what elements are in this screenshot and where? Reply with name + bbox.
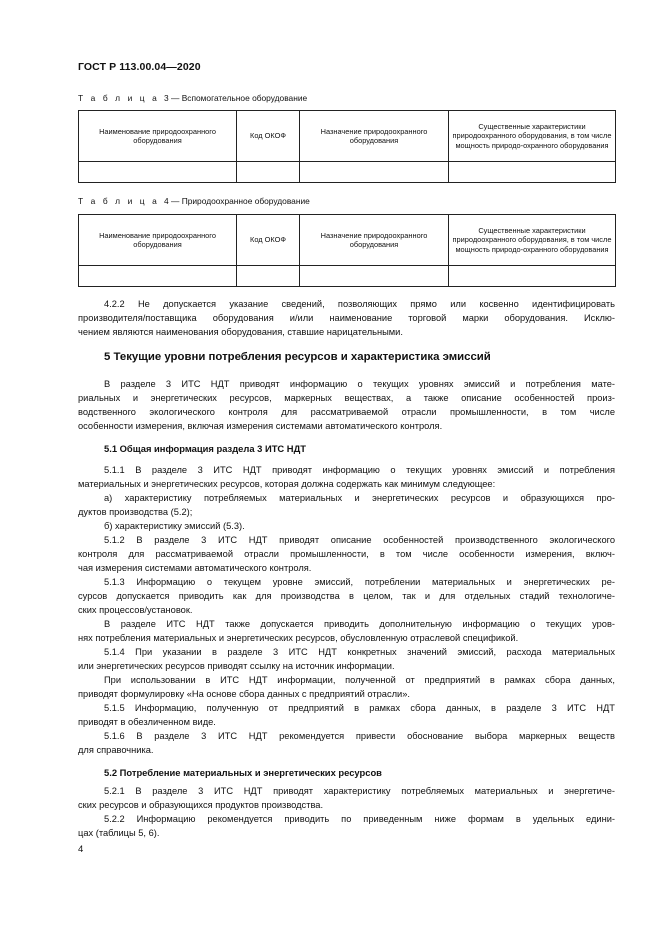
text-line: особенности измерения, включая измерения системами автоматического контроля.: [78, 421, 443, 431]
text-line: 5.1.3 Информацию о текущем уровне эмиссий, потреблении материальных и энергетических ре-: [104, 577, 615, 587]
text-line: 5.1.1 В разделе 3 ИТС НДТ приводят информацию о текущих уровнях эмиссий и потребления: [104, 465, 615, 475]
text-line: материальных и энергетических ресурсов, которая должна содержать как минимум следующее:: [78, 479, 496, 489]
text-line: или энергетических ресурсов приводят ссылку на источник информации.: [78, 661, 395, 671]
text-line: дуктов производства (5.2);: [78, 507, 193, 517]
text-line: чением являются наименования оборудования, ставшие нарицательными.: [78, 327, 403, 337]
section-5-2-title: 5.2 Потребление материальных и энергетических ресурсов: [104, 767, 382, 778]
text-line: производителя/поставщика оборудования и/или наименование торговой марки оборудования. Исклю-: [78, 313, 615, 323]
table3-caption: [78, 93, 307, 103]
table4-caption: [78, 196, 310, 206]
section-5-1-title: 5.1 Общая информация раздела 3 ИТС НДТ: [104, 443, 306, 454]
table-header-row: [79, 111, 616, 162]
paragraph-4-2-2: [78, 297, 615, 339]
section-5-2-body: [78, 784, 615, 840]
text-line: 5.1.2 В разделе 3 ИТС НДТ приводят описание особенностей производственного экологического: [104, 535, 615, 545]
table-cell: [300, 162, 449, 183]
text-line: ских ресурсов и образующихся продуктов производства.: [78, 800, 324, 810]
text-line: для справочника.: [78, 745, 154, 755]
table3-caption-prefix: Т а б л и ц а: [78, 93, 160, 103]
table-cell: [449, 266, 616, 287]
text-line: приводят в обезличенном виде.: [78, 717, 216, 727]
table-cell: [300, 266, 449, 287]
table-header-cell: Наименование природоохранного оборудования: [79, 111, 237, 162]
text-line: контроля для рассматриваемой отрасли промышленности, в том числе особенности измерения, включ-: [78, 549, 615, 559]
text-line: приводят формулировку «На основе сбора данных с предприятий отрасли».: [78, 689, 410, 699]
page-number: 4: [78, 844, 84, 855]
section-5-title: 5 Текущие уровни потребления ресурсов и характеристика эмиссий: [104, 351, 491, 363]
text-line: В разделе 3 ИТС НДТ приводят информацию о текущих уровнях эмиссий и потребления мате-: [104, 379, 615, 389]
text-line: 5.1.6 В разделе 3 ИТС НДТ рекомендуется привести обоснование выбора маркерных веществ: [104, 731, 615, 741]
table-header-cell: Назначение природоохранного оборудования: [300, 111, 449, 162]
standard-header: ГОСТ Р 113.00.04—2020: [78, 61, 201, 73]
text-line: сурсов допускается приводить как для производства в целом, так и для отдельных стадий технологиче-: [78, 591, 615, 601]
text-line: 4.2.2 Не допускается указание сведений, позволяющих прямо или косвенно идентифицировать: [104, 299, 615, 309]
table-header-cell: Назначение природоохранного оборудования: [300, 215, 449, 266]
text-line: а) характеристику потребляемых материальных и энергетических ресурсов и образующихся про-: [104, 493, 615, 503]
text-line: 5.1.5 Информацию, полученную от предприятий в рамках сбора данных, в разделе 3 ИТС НДТ: [104, 703, 615, 713]
table4: [78, 214, 616, 287]
text-line: 5.2.2 Информацию рекомендуется приводить по приведенным ниже формам в удельных едини-: [104, 814, 615, 824]
table-row: [79, 266, 616, 287]
table-cell: [237, 266, 300, 287]
section-5-intro: [78, 377, 615, 433]
table-header-cell: Код ОКОФ: [237, 111, 300, 162]
text-line: При использовании в ИТС НДТ информации, полученной от предприятий в рамках сбора данных,: [104, 675, 615, 685]
text-line: В разделе ИТС НДТ также допускается приводить дополнительную информацию о текущих уров-: [104, 619, 615, 629]
table-cell: [79, 266, 237, 287]
text-line: ских процессов/установок.: [78, 605, 193, 615]
text-line: чая измерения системами автоматического контроля.: [78, 563, 312, 573]
text-line: нях потребления материальных и энергетических ресурсов, обусловленную отраслевой спецификой.: [78, 633, 519, 643]
table3-caption-text: 3 — Вспомогательное оборудование: [164, 93, 308, 103]
section-5-1-body: [78, 463, 615, 757]
text-line: цах (таблицы 5, 6).: [78, 828, 160, 838]
text-line: водственного экологического контроля для рассматриваемой отрасли промышленности, в том числе: [78, 407, 615, 417]
table-header-cell: Существенные характеристики природоохранного оборудования, в том числе мощность природо-охранного оборудования: [449, 215, 616, 266]
table-cell: [79, 162, 237, 183]
text-line: 5.1.4 При указании в разделе 3 ИТС НДТ конкретных значений эмиссий, расхода материальных: [104, 647, 615, 657]
table3: [78, 110, 616, 183]
text-line: риальных и энергетических ресурсов, маркерных веществах, а также описание особенностей произ-: [78, 393, 615, 403]
table-header-row: [79, 215, 616, 266]
table-header-cell: Код ОКОФ: [237, 215, 300, 266]
table4-caption-prefix: Т а б л и ц а: [78, 196, 160, 206]
text-line: б) характеристику эмиссий (5.3).: [104, 521, 245, 531]
text-line: 5.2.1 В разделе 3 ИТС НДТ приводят характеристику потребляемых материальных и энергетиче-: [104, 786, 615, 796]
table-cell: [449, 162, 616, 183]
table-cell: [237, 162, 300, 183]
table-header-cell: Существенные характеристики природоохранного оборудования, в том числе мощность природо-охранного оборудования: [449, 111, 616, 162]
table4-caption-text: 4 — Природоохранное оборудование: [164, 196, 310, 206]
table-row: [79, 162, 616, 183]
table-header-cell: Наименование природоохранного оборудования: [79, 215, 237, 266]
